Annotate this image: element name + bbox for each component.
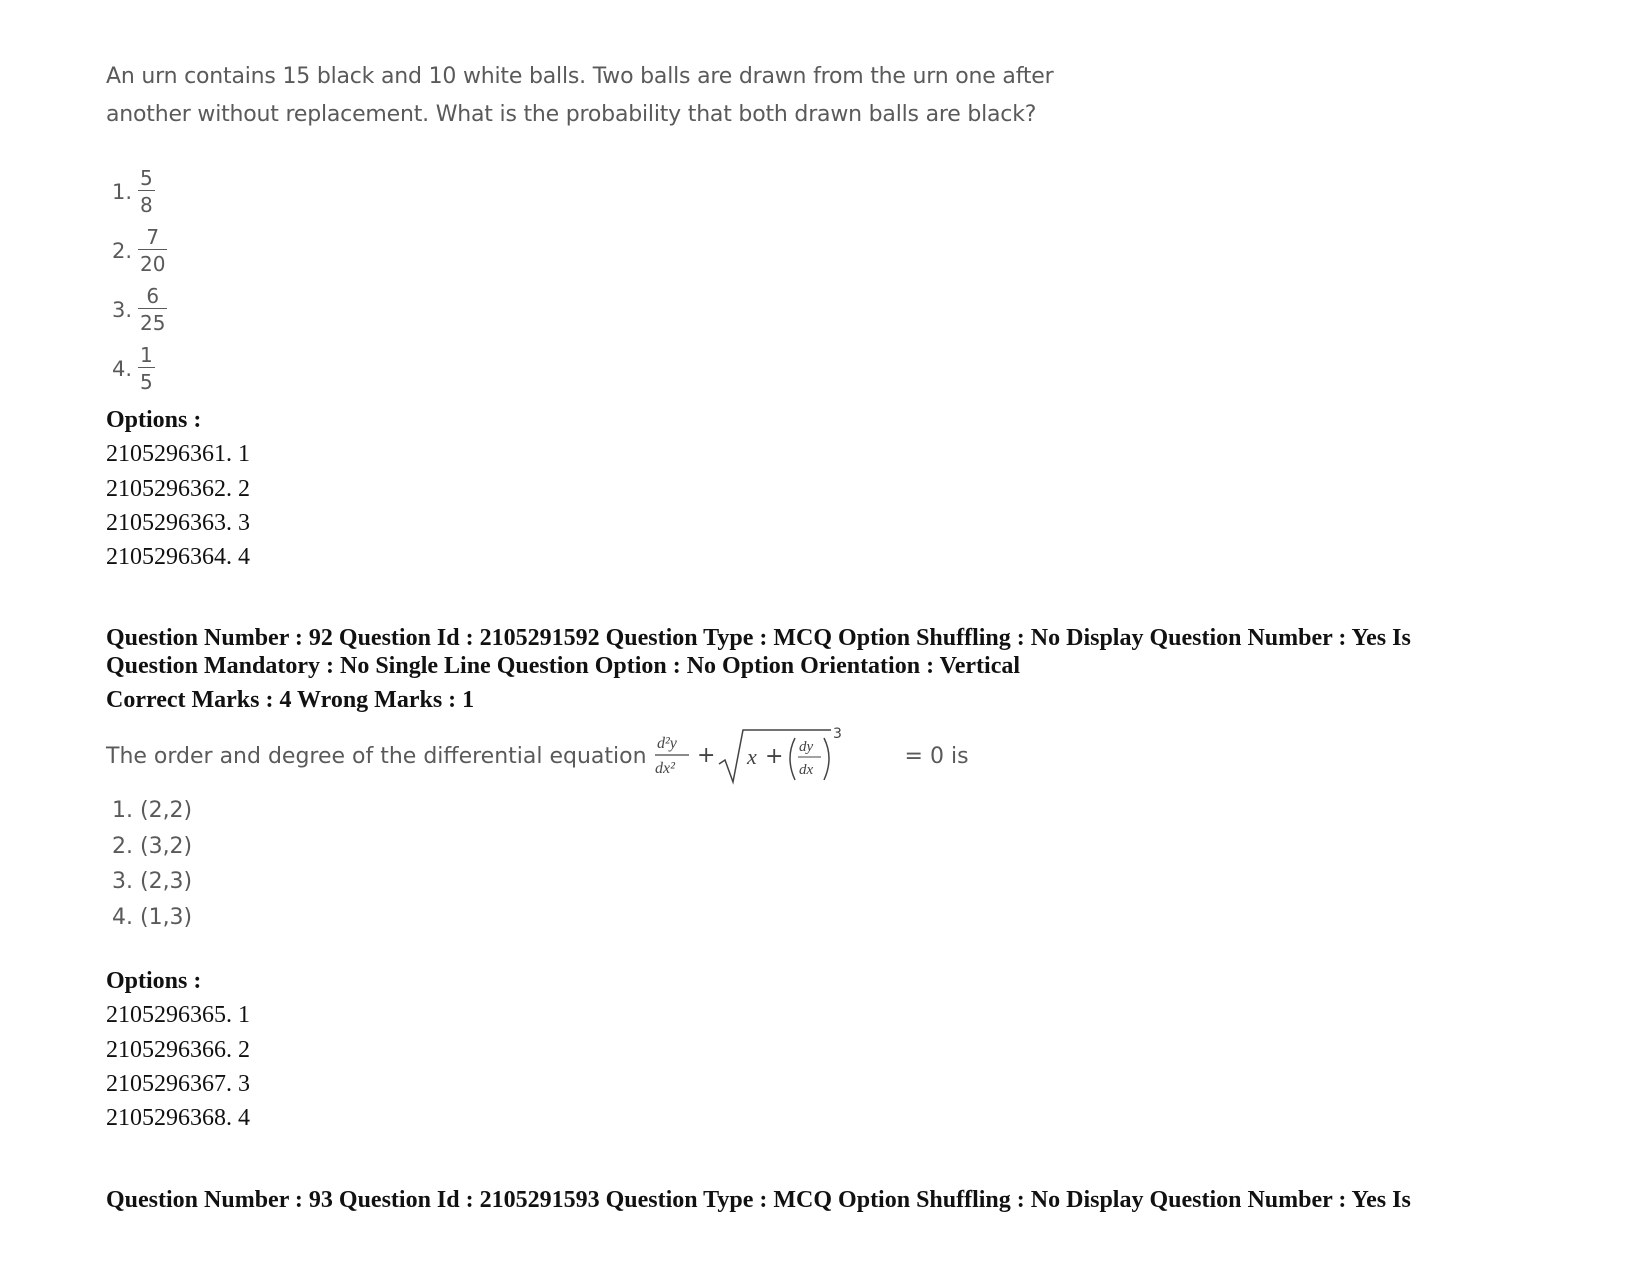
- question-91-options: [106, 403, 250, 574]
- choice-item: [112, 280, 167, 339]
- option-line: 2105296361. 1: [106, 441, 250, 468]
- fraction: [138, 284, 167, 335]
- choice-item: [112, 221, 167, 280]
- fraction-denominator: 5: [138, 367, 155, 394]
- fraction: [138, 166, 155, 217]
- fraction-denominator: 20: [138, 249, 167, 276]
- choice-number: 2.: [112, 238, 133, 263]
- question-92-meta-line-2: Question Mandatory : No Single Line Question Option : No Option Orientation : Vertical: [106, 653, 1021, 679]
- question-92-text-prefix: The order and degree of the differential equation: [106, 743, 647, 769]
- choice-item: 4. (1,3): [112, 904, 193, 930]
- choice-number: 1.: [112, 179, 133, 204]
- choice-number: 4.: [112, 356, 133, 381]
- eq-x: x: [746, 744, 757, 769]
- question-91-text: [106, 58, 1053, 134]
- question-91-text-line-1: An urn contains 15 black and 10 white balls. Two balls are drawn from the urn one after: [106, 64, 1054, 89]
- differential-equation: [651, 724, 901, 788]
- option-line: 2105296363. 3: [106, 509, 250, 536]
- question-91-choices: [112, 162, 167, 398]
- eq-exponent: 3: [832, 726, 842, 742]
- eq-d2y: d²y: [656, 735, 677, 752]
- question-92-meta-line-1: Question Number : 92 Question Id : 2105291592 Question Type : MCQ Option Shuffling : No Display Question Number : Yes Is: [106, 625, 1411, 651]
- choice-item: 2. (3,2): [112, 833, 193, 859]
- question-92-choices: [112, 793, 192, 935]
- option-line: 2105296364. 4: [106, 544, 250, 571]
- question-92-options: [106, 964, 250, 1135]
- options-heading: Options :: [106, 968, 202, 994]
- fraction-denominator: 25: [138, 308, 167, 335]
- choice-item: 3. (2,3): [112, 869, 193, 895]
- question-92-text: [106, 724, 969, 788]
- eq-dy: dy: [798, 739, 813, 755]
- question-91-text-line-2: another without replacement. What is the probability that both drawn balls are black?: [106, 102, 1037, 127]
- question-92-text-suffix: = 0 is: [904, 743, 969, 769]
- question-92-meta: [106, 624, 1556, 680]
- question-93-meta: [106, 1186, 1556, 1214]
- fraction-denominator: 8: [138, 190, 155, 217]
- option-line: 2105296366. 2: [106, 1036, 250, 1063]
- fraction-numerator: 6: [146, 284, 160, 308]
- eq-plus-2: +: [764, 744, 783, 769]
- choice-item: 1. (2,2): [112, 798, 193, 823]
- fraction: [138, 225, 167, 276]
- option-line: 2105296365. 1: [106, 1002, 250, 1029]
- fraction-numerator: 1: [140, 343, 153, 367]
- fraction-numerator: 5: [140, 166, 153, 190]
- option-line: 2105296368. 4: [106, 1105, 250, 1132]
- choice-number: 3.: [112, 297, 133, 322]
- question-93-meta-line-1: Question Number : 93 Question Id : 2105291593 Question Type : MCQ Option Shuffling : No Display Question Number : Yes Is: [106, 1187, 1411, 1213]
- option-line: 2105296362. 2: [106, 475, 250, 502]
- eq-dx: dx: [798, 762, 813, 778]
- options-heading: Options :: [106, 407, 202, 433]
- eq-plus: +: [696, 743, 715, 768]
- choice-item: [112, 162, 167, 221]
- question-92-marks: Correct Marks : 4 Wrong Marks : 1: [106, 687, 475, 713]
- eq-dx2: dx²: [654, 760, 675, 777]
- option-line: 2105296367. 3: [106, 1070, 250, 1097]
- fraction: [138, 343, 155, 394]
- choice-item: [112, 339, 167, 398]
- fraction-numerator: 7: [146, 225, 160, 249]
